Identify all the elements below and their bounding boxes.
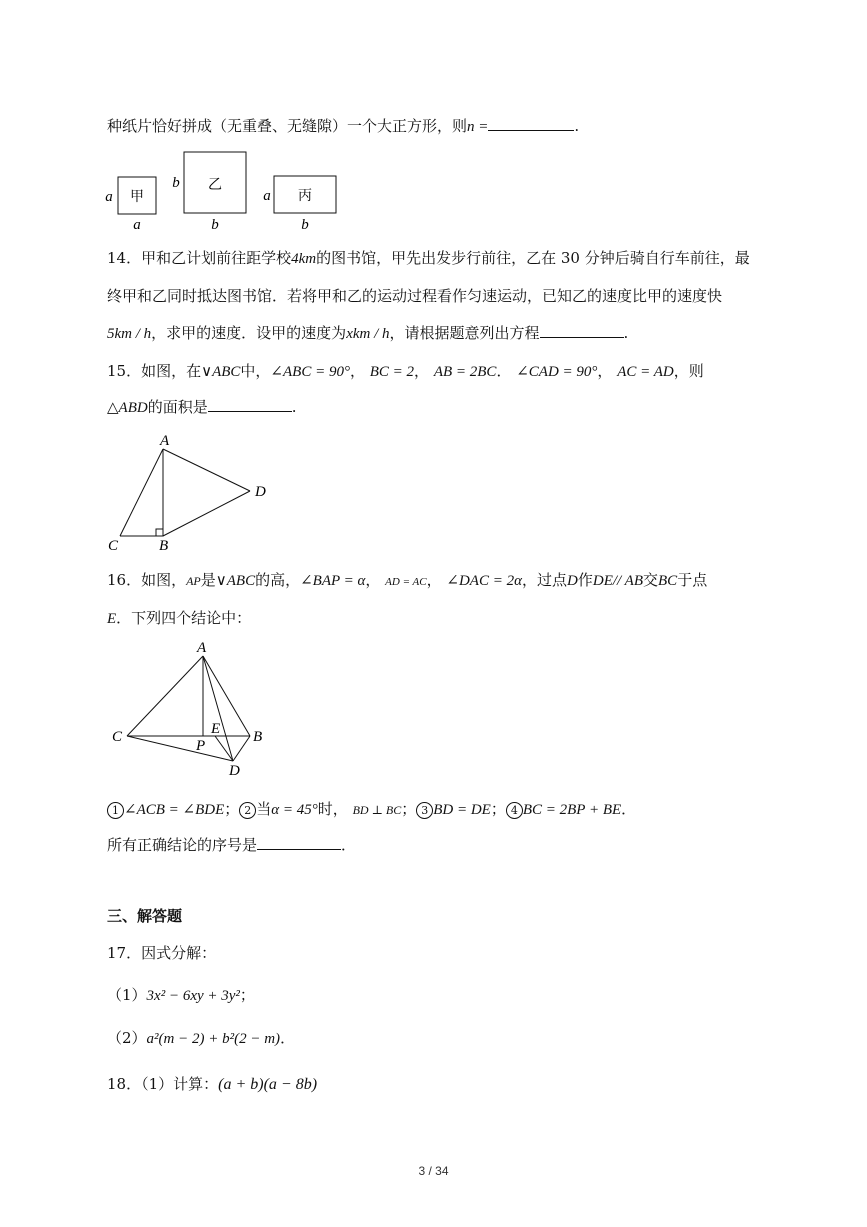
answer-blank [488, 116, 574, 131]
yi-side-b: b [172, 175, 180, 191]
q16-text-1d: ，过点 [521, 571, 567, 589]
q15-text-1a: 15．如图，在 [107, 362, 202, 380]
q14-line3 [107, 323, 628, 344]
q16-point-d: D [567, 573, 578, 589]
label-A: A [160, 433, 170, 449]
q17-title-text: 17．因式分解： [107, 944, 217, 962]
jia-label: 甲 [130, 189, 144, 205]
jia-side-a: a [105, 189, 113, 205]
section-title: 三、解答题 [107, 907, 183, 925]
q15-text-1b: 中， [240, 362, 271, 380]
q14-text-2: 终甲和乙同时抵达图书馆．若将甲和乙的运动过程看作匀速运动，已知乙的速度比甲的速度快 [107, 287, 723, 305]
q16-text-1a: 16．如图， [107, 571, 187, 589]
q16-text-1g: 于点 [677, 571, 708, 589]
q18-expr-1: (a + b)(a − 8b) [218, 1076, 318, 1093]
q16-figure [105, 640, 275, 780]
option-2-mid: 时， [317, 800, 348, 818]
q16-text-1b: 是 [200, 571, 216, 589]
label-P: P [196, 738, 206, 754]
q15-cond-3: AB = 2BC [433, 364, 497, 380]
q16-text-4: 所有正确结论的序号是 [107, 836, 258, 854]
label-B: B [253, 729, 263, 745]
yi-label: 乙 [208, 177, 222, 193]
page-number: 3 / 34 [418, 1164, 449, 1178]
q16-options: 1 ∠ACB = ∠BDE； 2 当α = 45°时， BD ⊥ BC； 3 BD = DE； 4 BC = 2BP + BE． [107, 799, 636, 820]
q16-text-1e: 作 [577, 571, 593, 589]
q16-text-1f: 交 [643, 571, 659, 589]
q15-text-2b: 的面积是 [147, 398, 208, 416]
q14-text-1a: 14．甲和乙计划前往距学校 [107, 249, 292, 267]
q16-cond-2: AD = AC [385, 576, 427, 588]
q14-distance: 4km [291, 251, 317, 267]
q17-title [107, 943, 216, 963]
option-2: BD ⊥ BC [352, 803, 402, 817]
answer-blank [257, 835, 341, 850]
q17-expr-1: 3x² − 6xy + 3y² [146, 988, 240, 1004]
q14-end: . [623, 324, 629, 342]
bing-side-a: a [263, 188, 271, 204]
q17-part1: （1）3x² − 6xy + 3y²； [107, 986, 255, 1004]
q15-line2 [107, 397, 297, 418]
q15-line1: 15．如图，在∨ABC中，∠ABC = 90°， BC = 2， AB = 2BC． ∠CAD = 90°， AC = AD，则 [107, 362, 704, 380]
option-2-prefix: 当 [256, 800, 272, 818]
option-number-3: 3 [416, 802, 433, 819]
label-C: C [108, 538, 119, 554]
option-2-cond: α = 45° [271, 802, 318, 818]
q15-triangle-abd: △ABD [107, 400, 148, 416]
label-C: C [112, 729, 123, 745]
q14-text-1b: 的图书馆，甲先出发步行前往，乙在 30 分钟后骑自行车前往，最 [316, 249, 750, 267]
label-E: E [211, 721, 221, 737]
answer-blank [540, 323, 624, 338]
q15-cond-1: ∠ABC = 90° [270, 364, 350, 380]
q14-text-3b: ，求甲的速度．设甲的速度为 [151, 324, 347, 342]
q16-line2 [107, 608, 251, 629]
right-angle-mark [156, 529, 163, 536]
q17-part1-label: （1） [107, 986, 147, 1004]
q15-text-1c: ，则 [673, 362, 704, 380]
q17-expr-2: a²(m − 2) + b²(2 − m) [146, 1031, 281, 1047]
q15-end: . [291, 398, 297, 416]
label-D: D [255, 484, 266, 500]
option-number-1: 1 [107, 802, 124, 819]
q15-triangle: ∨ABC [201, 364, 241, 380]
q13-end: . [574, 117, 580, 135]
q16-bc: BC [658, 573, 678, 589]
q13-var: n = [467, 119, 489, 135]
q17-part2-label: （2） [107, 1029, 147, 1047]
label-D: D [229, 763, 240, 779]
q13-figure [100, 148, 350, 232]
answer-blank [208, 397, 292, 412]
bing-label: 丙 [298, 188, 312, 204]
q18-line [107, 1074, 317, 1095]
q15-figure [100, 430, 280, 555]
yi-bottom-b: b [211, 217, 219, 232]
q15-cond-2: BC = 2 [369, 364, 415, 380]
bing-bottom-b: b [301, 217, 309, 232]
option-3: BD = DE [433, 802, 491, 818]
q16-line4: 所有正确结论的序号是 ． [107, 836, 357, 854]
option-number-4: 4 [506, 802, 523, 819]
q14-line1 [107, 248, 750, 269]
q18-title-text: 18．（1）计算： [107, 1075, 219, 1093]
q17-part2: （2）a²(m − 2) + b²(2 − m)． [107, 1029, 296, 1047]
option-number-2: 2 [239, 802, 256, 819]
section-heading [107, 906, 182, 926]
jia-bottom-a: a [133, 217, 141, 232]
label-B: B [159, 538, 169, 554]
q13-line [107, 116, 579, 137]
q16-triangle: ∨ABC [215, 573, 256, 589]
q14-text-3d: ，请根据题意列出方程 [389, 324, 540, 342]
label-A: A [197, 640, 207, 656]
option-1: ∠ACB = ∠BDE [124, 802, 225, 818]
q16-parallel: DE// AB [592, 573, 643, 589]
option-4: BC = 2BP + BE [522, 802, 622, 818]
q14-line2 [107, 286, 722, 306]
q15-cond-5: AC = AD [617, 364, 674, 380]
q13-text: 种纸片恰好拼成（无重叠、无缝隙）一个大正方形，则 [107, 117, 468, 135]
q16-line1: 16．如图，AP是∨ABC的高，∠BAP = α， AD = AC， ∠DAC = 2α，过点D作DE// AB交BC于点 [107, 571, 708, 589]
q16-cond-1: ∠BAP = α [300, 573, 366, 589]
q14-speed-diff: 5km / h [107, 326, 152, 342]
q16-point-e: E [107, 611, 117, 627]
q14-speed-var: xkm / h [346, 326, 390, 342]
q16-ap: AP [186, 574, 201, 588]
q16-text-2b: ．下列四个结论中： [116, 609, 252, 627]
q16-text-1c: 的高， [255, 571, 301, 589]
q16-cond-3: ∠DAC = 2α [446, 573, 522, 589]
q15-cond-4: ∠CAD = 90° [516, 364, 598, 380]
